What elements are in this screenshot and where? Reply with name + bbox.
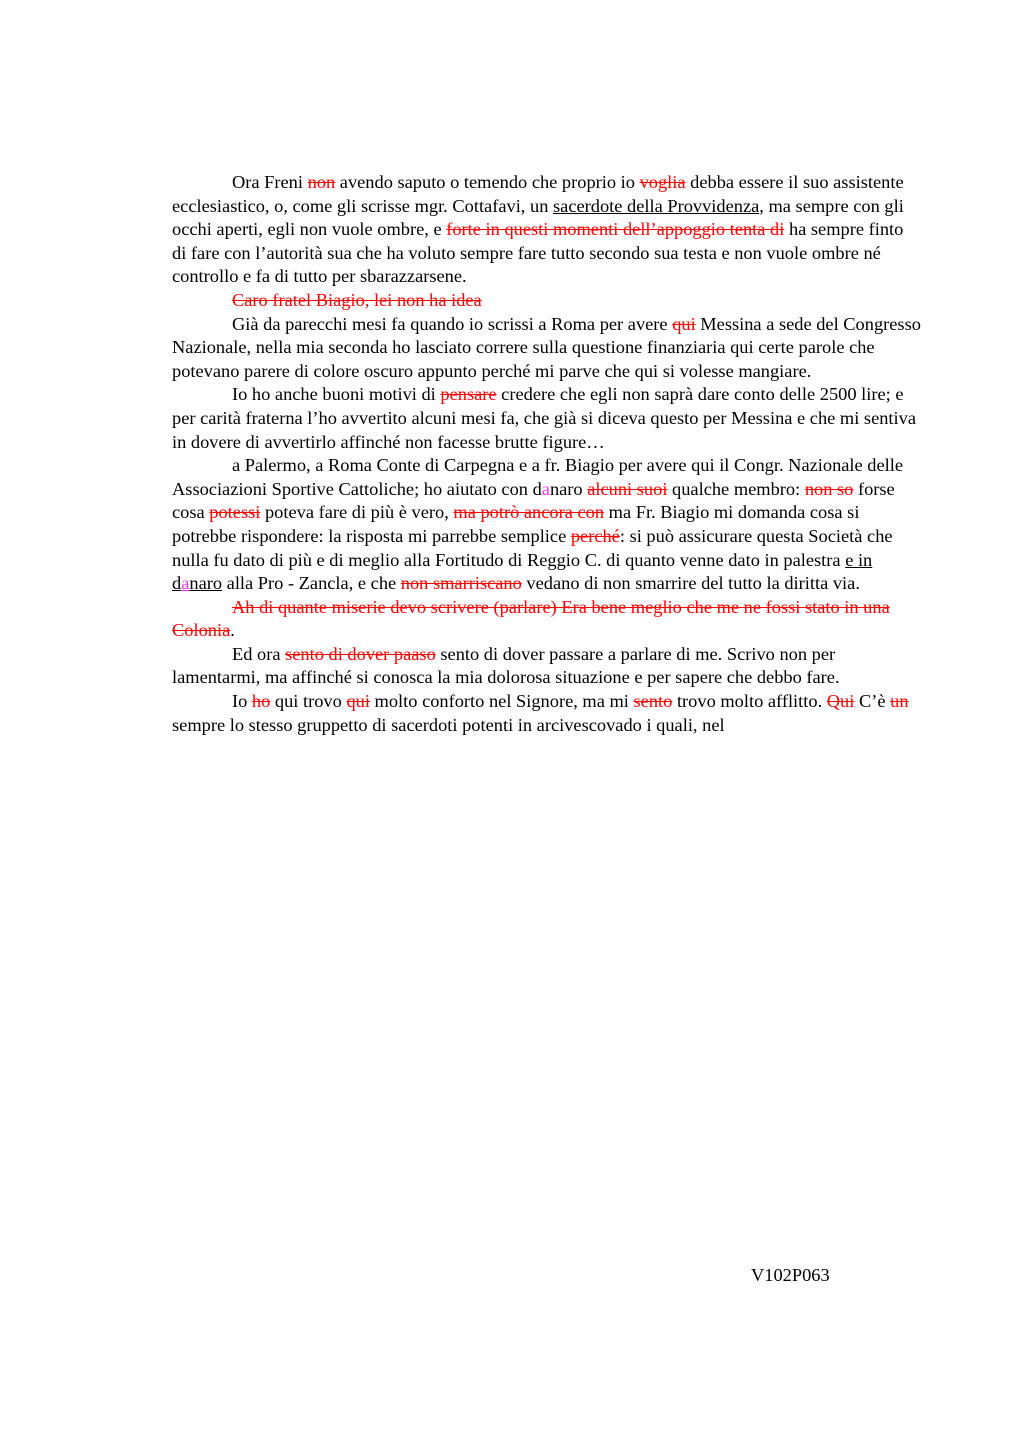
- text-run: ha sempre finto di fare con l’autorità sua che ha voluto sempre fare tutto secondo sua testa e non vuole ombre né controllo e fa di tutto per sbarazzarsene.: [172, 219, 904, 287]
- text-run: , ma sempre con gli occhi aperti, egli non vuole ombre, e: [172, 195, 904, 240]
- deleted-text: pensare: [440, 384, 497, 405]
- deleted-text: Qui: [826, 691, 855, 712]
- deleted-text: sento: [633, 691, 673, 712]
- paragraph: [172, 596, 922, 643]
- text-run: debba essere il suo assistente ecclesiastico, o, come gli scrisse mgr. Cottafavi, un: [172, 172, 904, 216]
- inserted-text: a: [541, 478, 550, 499]
- deleted-text: perché: [570, 525, 620, 546]
- text-run: molto conforto nel Signore, ma mi: [369, 691, 634, 712]
- deleted-text: Ah di quante miserie devo scrivere (parlare) Era bene meglio che me ne fossi stato in una Colonia: [172, 596, 890, 641]
- text-run: credere che egli non saprà dare conto delle 2500 lire; e per carità fraterna l’ho avvertito alcuni mesi fa, che già si diceva questo per Messina e che mi sentiva in dovere di avvertirlo affinché non facesse brutte figure…: [172, 384, 917, 452]
- deleted-text: un: [890, 691, 909, 712]
- text-run: Io ho anche buoni motivi di: [232, 384, 441, 405]
- text-run: Io: [232, 691, 252, 712]
- page-id-label: V102P063: [751, 1265, 830, 1285]
- paragraph: [172, 643, 922, 690]
- text-run: qualche membro:: [667, 478, 805, 499]
- text-run: alla Pro - Zancla, e che: [222, 573, 401, 594]
- text-run: avendo saputo o temendo che proprio io: [335, 172, 640, 192]
- text-run: Già da parecchi mesi fa quando io scrissi a Roma per avere: [232, 313, 673, 334]
- text-run: vedano di non smarrire del tutto la diritta via.: [521, 573, 860, 594]
- paragraph: [172, 383, 922, 454]
- text-run: naro: [549, 478, 588, 499]
- text-run: .: [230, 620, 235, 641]
- document-body: [172, 171, 922, 737]
- deleted-text: ma potrò ancora con: [453, 502, 605, 523]
- text-run: Ora Freni: [232, 172, 308, 192]
- text-run: trovo molto afflitto.: [672, 691, 827, 712]
- deleted-text: non: [307, 172, 336, 192]
- deleted-text: forte in questi momenti dell’appoggio tenta di: [446, 219, 785, 240]
- paragraph: [172, 690, 922, 737]
- inserted-text: a: [181, 573, 190, 594]
- deleted-text: alcuni suoi: [587, 478, 668, 499]
- text-run: ma Fr. Biagio mi domanda cosa si potrebbe rispondere: la risposta mi parrebbe semplice: [172, 502, 860, 546]
- text-run: sempre lo stesso gruppetto di sacerdoti potenti in arcivescovado i quali, nel: [172, 714, 725, 735]
- paragraph: [172, 313, 922, 384]
- deleted-text: voglia: [639, 172, 686, 192]
- deleted-text: potessi: [209, 502, 261, 523]
- text-run: poteva fare di più è vero,: [260, 502, 454, 523]
- text-run: Ed ora: [232, 643, 286, 664]
- deleted-text: Caro fratel Biagio, lei non ha idea: [232, 289, 482, 310]
- deleted-text: sento di dover paaso: [285, 643, 436, 664]
- paragraph: [172, 454, 922, 596]
- text-run: sento di dover passare a parlare di me. Scrivo non per lamentarmi, ma affinché si conosca la mia dolorosa situazione e per sapere che debbo fare.: [172, 643, 840, 688]
- underlined-text: naro: [189, 573, 223, 594]
- text-run: qui trovo: [270, 691, 347, 712]
- text-run: C’è: [854, 691, 891, 712]
- deleted-text: non smarriscano: [400, 573, 522, 594]
- paragraph: [172, 171, 922, 289]
- text-run: forse cosa: [172, 478, 895, 523]
- deleted-text: qui: [672, 313, 696, 334]
- underlined-text: e in d: [172, 549, 873, 594]
- deleted-text: non so: [804, 478, 854, 499]
- text-run: : si può assicurare questa Società che nulla fu dato di più e di meglio alla Fortitudo di Reggio C. di quanto venne dato in palestra: [172, 525, 893, 570]
- paragraph: [172, 289, 922, 313]
- text-run: a Palermo, a Roma Conte di Carpegna e a fr. Biagio per avere qui il Congr. Nazionale delle Associazioni Sportive Cattoliche; ho aiutato con d: [172, 455, 904, 499]
- deleted-text: qui: [346, 691, 370, 712]
- text-run: Messina a sede del Congresso Nazionale, nella mia seconda ho lasciato correre sulla questione finanziaria qui certe parole che potevano parere di colore oscuro appunto perché mi parve che qui si volesse mangiare.: [172, 313, 921, 381]
- underlined-text: sacerdote della Provvidenza: [553, 195, 760, 216]
- deleted-text: ho: [251, 691, 271, 712]
